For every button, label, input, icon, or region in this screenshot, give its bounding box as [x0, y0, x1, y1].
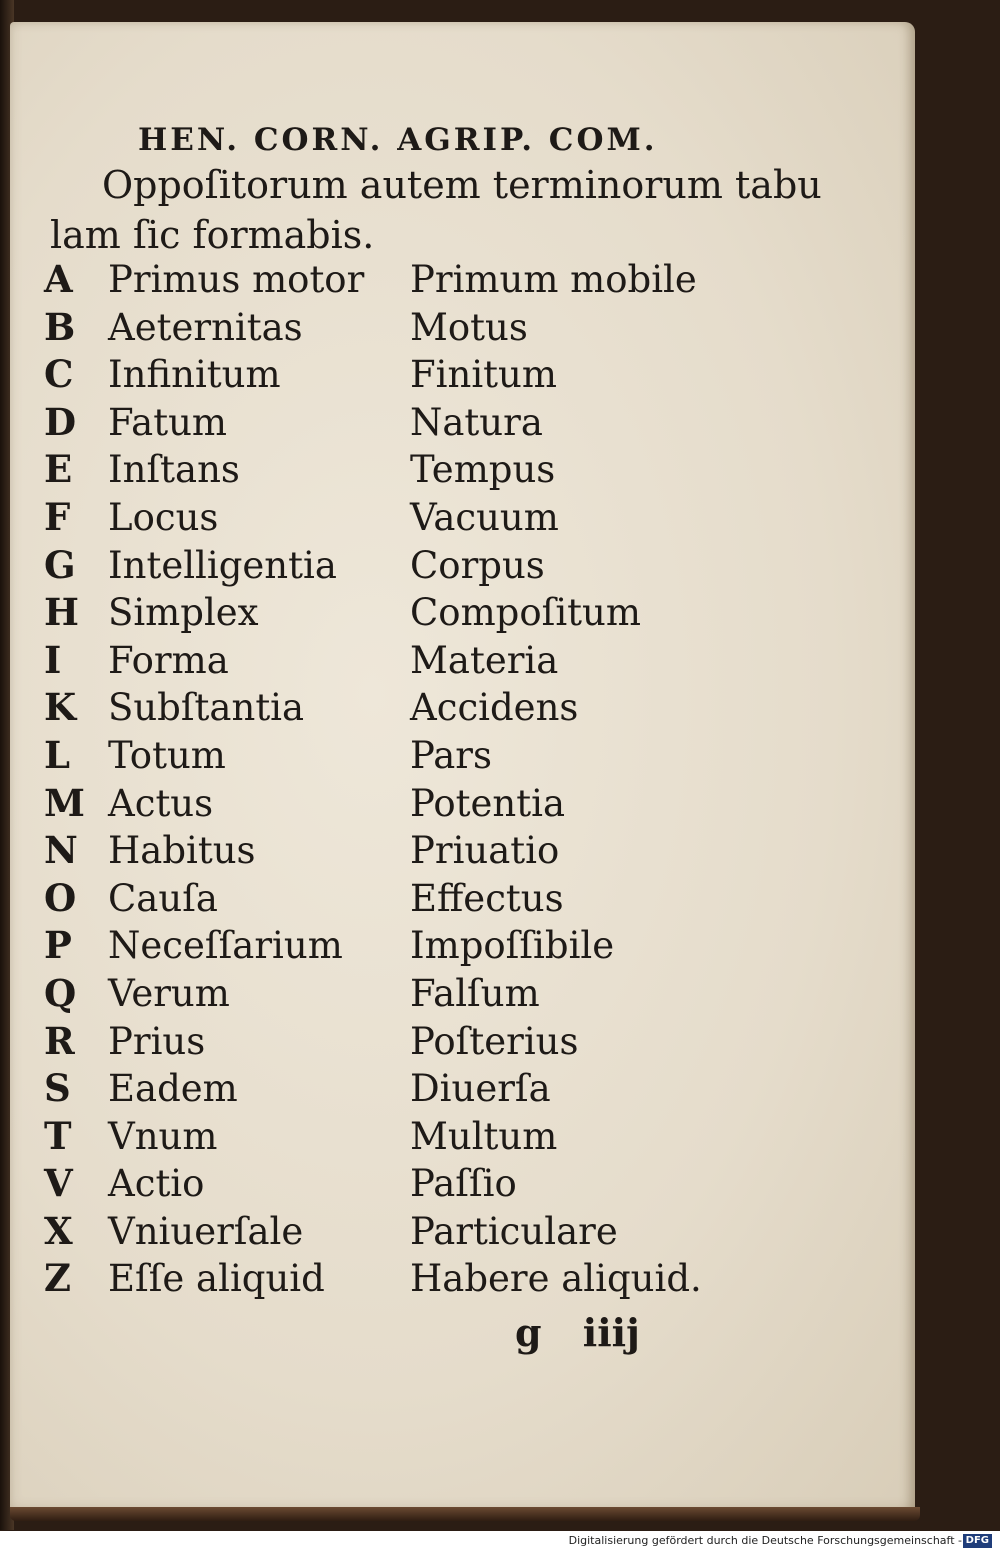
page-bottom-edge: [10, 1507, 920, 1521]
row-opposite: Habere aliquid.: [410, 1257, 702, 1301]
table-row: [44, 256, 764, 304]
row-letter: K: [44, 685, 77, 730]
table-row: [44, 494, 764, 542]
table-row: [44, 637, 764, 685]
row-term: Eadem: [108, 1067, 238, 1111]
row-term: Actio: [108, 1162, 205, 1206]
row-opposite: Particulare: [410, 1209, 618, 1253]
row-term: Actus: [108, 781, 214, 825]
table-row: [44, 589, 764, 637]
row-term: Eſſe aliquid: [108, 1257, 325, 1301]
row-opposite: Priuatio: [410, 829, 560, 873]
row-letter: V: [44, 1161, 73, 1206]
row-letter: A: [44, 257, 73, 301]
row-letter: C: [44, 352, 74, 397]
row-term: Primus motor: [108, 258, 365, 301]
row-opposite: Finitum: [410, 353, 557, 397]
row-opposite: Multum: [410, 1114, 558, 1158]
row-term: Intelligentia: [108, 543, 337, 587]
table-row: [44, 446, 764, 494]
table-row: [44, 1065, 764, 1113]
row-opposite: Motus: [410, 305, 528, 349]
row-letter: D: [44, 399, 77, 444]
row-letter: N: [44, 828, 78, 873]
row-opposite: Corpus: [410, 543, 545, 587]
row-term: Totum: [108, 733, 226, 777]
row-letter: E: [44, 447, 73, 492]
row-term: Locus: [108, 495, 219, 539]
table-row: [44, 875, 764, 923]
row-opposite: Compoſitum: [410, 591, 641, 635]
row-opposite: Diuerſa: [410, 1067, 551, 1111]
table-row: [44, 1018, 764, 1066]
row-term: Cauſa: [108, 876, 218, 920]
row-term: Inſtans: [108, 448, 240, 492]
table-row: [44, 1255, 764, 1303]
dfg-logo: DFG: [963, 1534, 992, 1548]
row-letter: T: [44, 1113, 72, 1158]
footer-bar: [0, 1531, 1000, 1551]
row-opposite: Accidens: [410, 686, 579, 730]
signature-mark: g iiij: [515, 1310, 640, 1355]
row-term: Prius: [108, 1019, 206, 1063]
table-row: [44, 827, 764, 875]
table-row: [44, 351, 764, 399]
row-opposite: Effectus: [410, 876, 564, 920]
table-row: [44, 1113, 764, 1161]
row-term: Verum: [108, 971, 230, 1015]
row-term: Habitus: [108, 829, 256, 873]
row-letter: Z: [44, 1256, 72, 1301]
intro-paragraph: [50, 160, 822, 260]
row-opposite: Potentia: [410, 781, 566, 825]
row-term: Simplex: [108, 591, 259, 635]
table-row: [44, 1208, 764, 1256]
row-letter: O: [44, 875, 77, 920]
row-opposite: Falſum: [410, 971, 540, 1015]
row-letter: I: [44, 637, 62, 682]
footer-credit: Digitalisierung gefördert durch die Deutsche Forschungsgemeinschaft -: [568, 1534, 962, 1547]
row-term: Fatum: [108, 400, 228, 444]
row-term: Aeternitas: [108, 305, 303, 349]
row-letter: P: [44, 923, 72, 968]
row-opposite: Poſterius: [410, 1019, 579, 1063]
row-term: Subſtantia: [108, 686, 305, 730]
table-row: [44, 780, 764, 828]
row-letter: R: [44, 1018, 75, 1063]
row-letter: M: [44, 780, 85, 825]
row-term: Vnum: [108, 1114, 218, 1158]
intro-line-2: lam ſic formabis.: [50, 213, 375, 257]
row-opposite: Primum mobile: [410, 258, 697, 301]
row-opposite: Vacuum: [410, 495, 559, 539]
row-letter: L: [44, 732, 71, 777]
table-row: [44, 542, 764, 590]
table-row: [44, 922, 764, 970]
table-row: [44, 684, 764, 732]
row-term: Vniuerſale: [108, 1209, 304, 1253]
row-letter: F: [44, 494, 71, 539]
row-letter: G: [44, 542, 76, 587]
table-row: [44, 970, 764, 1018]
row-opposite: Materia: [410, 638, 559, 682]
row-opposite: Pars: [410, 733, 492, 777]
row-letter: S: [44, 1066, 71, 1111]
row-letter: Q: [44, 970, 77, 1015]
row-opposite: Natura: [410, 400, 543, 444]
row-term: Infinitum: [108, 353, 281, 397]
table-row: [44, 304, 764, 352]
row-letter: H: [44, 590, 79, 635]
row-opposite: Paſſio: [410, 1162, 517, 1206]
row-term: Neceſſarium: [108, 924, 343, 968]
row-opposite: Impoſſibile: [410, 924, 615, 968]
table-row: [44, 1160, 764, 1208]
intro-line-1: Oppoſitorum autem terminorum tabu: [102, 163, 822, 207]
table-row: [44, 732, 764, 780]
row-letter: X: [44, 1208, 73, 1253]
running-head: HEN. CORN. AGRIP. COM.: [138, 122, 658, 158]
opposites-table: [44, 256, 764, 1303]
row-letter: B: [44, 304, 76, 349]
table-row: [44, 399, 764, 447]
row-term: Forma: [108, 638, 229, 682]
row-opposite: Tempus: [410, 448, 556, 492]
